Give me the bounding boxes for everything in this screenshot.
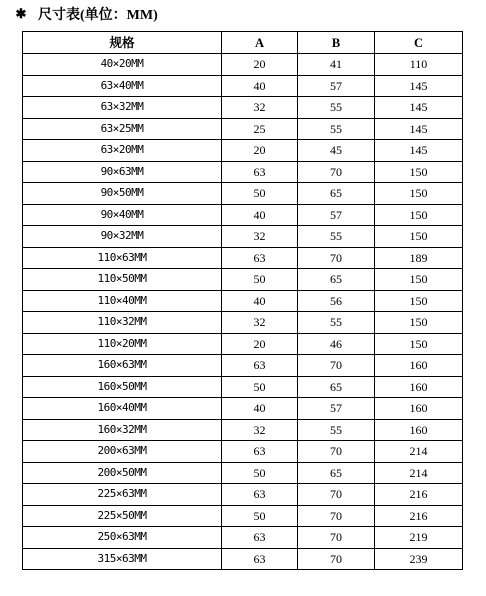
cell-b: 65 <box>298 462 375 484</box>
table-row <box>23 333 463 355</box>
cell-spec: 40×20MM <box>23 54 222 76</box>
cell-b: 55 <box>298 226 375 248</box>
cell-a: 32 <box>222 97 298 119</box>
cell-b: 55 <box>298 312 375 334</box>
cell-c: 189 <box>375 247 463 269</box>
cell-b: 70 <box>298 548 375 570</box>
cell-a: 63 <box>222 484 298 506</box>
table-row <box>23 376 463 398</box>
cell-b: 70 <box>298 484 375 506</box>
cell-a: 40 <box>222 290 298 312</box>
cell-spec: 110×32MM <box>23 312 222 334</box>
cell-c: 239 <box>375 548 463 570</box>
cell-a: 32 <box>222 419 298 441</box>
cell-b: 65 <box>298 183 375 205</box>
cell-c: 145 <box>375 118 463 140</box>
table-row <box>23 161 463 183</box>
cell-spec: 63×40MM <box>23 75 222 97</box>
cell-c: 145 <box>375 140 463 162</box>
table-row <box>23 290 463 312</box>
page-title-text: 尺寸表(单位：MM) <box>38 8 158 23</box>
cell-c: 150 <box>375 269 463 291</box>
cell-c: 110 <box>375 54 463 76</box>
cell-a: 63 <box>222 161 298 183</box>
cell-spec: 63×20MM <box>23 140 222 162</box>
cell-spec: 90×63MM <box>23 161 222 183</box>
cell-a: 20 <box>222 140 298 162</box>
cell-spec: 110×40MM <box>23 290 222 312</box>
cell-c: 160 <box>375 355 463 377</box>
cell-a: 50 <box>222 462 298 484</box>
cell-spec: 160×63MM <box>23 355 222 377</box>
table-row <box>23 75 463 97</box>
cell-b: 57 <box>298 75 375 97</box>
table-row <box>23 548 463 570</box>
cell-c: 150 <box>375 290 463 312</box>
table-row <box>23 527 463 549</box>
cell-a: 50 <box>222 376 298 398</box>
cell-a: 63 <box>222 355 298 377</box>
cell-spec: 90×40MM <box>23 204 222 226</box>
table-row <box>23 247 463 269</box>
cell-b: 70 <box>298 161 375 183</box>
cell-b: 46 <box>298 333 375 355</box>
cell-b: 57 <box>298 204 375 226</box>
cell-b: 56 <box>298 290 375 312</box>
table-row <box>23 97 463 119</box>
table-row <box>23 419 463 441</box>
table-row <box>23 118 463 140</box>
cell-c: 214 <box>375 441 463 463</box>
cell-c: 145 <box>375 97 463 119</box>
cell-spec: 200×50MM <box>23 462 222 484</box>
table-row <box>23 505 463 527</box>
cell-c: 219 <box>375 527 463 549</box>
cell-a: 32 <box>222 312 298 334</box>
cell-c: 160 <box>375 398 463 420</box>
table-row <box>23 355 463 377</box>
cell-c: 150 <box>375 204 463 226</box>
table-body <box>23 54 463 570</box>
cell-b: 41 <box>298 54 375 76</box>
cell-c: 160 <box>375 419 463 441</box>
cell-c: 150 <box>375 226 463 248</box>
cell-spec: 90×32MM <box>23 226 222 248</box>
table-row <box>23 462 463 484</box>
cell-b: 65 <box>298 269 375 291</box>
cell-spec: 63×25MM <box>23 118 222 140</box>
cell-a: 63 <box>222 247 298 269</box>
page-title <box>12 2 158 26</box>
cell-a: 40 <box>222 398 298 420</box>
cell-a: 50 <box>222 269 298 291</box>
cell-a: 40 <box>222 75 298 97</box>
cell-a: 20 <box>222 54 298 76</box>
table-row <box>23 140 463 162</box>
cell-spec: 160×32MM <box>23 419 222 441</box>
header-b: B <box>298 32 375 54</box>
cell-spec: 110×50MM <box>23 269 222 291</box>
cell-b: 65 <box>298 376 375 398</box>
cell-a: 63 <box>222 527 298 549</box>
cell-c: 214 <box>375 462 463 484</box>
cell-spec: 250×63MM <box>23 527 222 549</box>
table-row <box>23 312 463 334</box>
cell-spec: 160×40MM <box>23 398 222 420</box>
cell-c: 150 <box>375 161 463 183</box>
cell-c: 216 <box>375 484 463 506</box>
cell-b: 57 <box>298 398 375 420</box>
cell-b: 55 <box>298 97 375 119</box>
cell-spec: 110×20MM <box>23 333 222 355</box>
asterisk-icon: ✱ <box>15 6 27 21</box>
cell-c: 150 <box>375 333 463 355</box>
cell-c: 160 <box>375 376 463 398</box>
cell-c: 150 <box>375 312 463 334</box>
table-row <box>23 398 463 420</box>
cell-spec: 315×63MM <box>23 548 222 570</box>
table-row <box>23 54 463 76</box>
cell-spec: 225×63MM <box>23 484 222 506</box>
cell-a: 63 <box>222 441 298 463</box>
table-row <box>23 204 463 226</box>
cell-a: 50 <box>222 505 298 527</box>
table-row <box>23 441 463 463</box>
cell-a: 63 <box>222 548 298 570</box>
cell-b: 70 <box>298 505 375 527</box>
header-a: A <box>222 32 298 54</box>
table-header-row <box>23 32 463 54</box>
cell-c: 216 <box>375 505 463 527</box>
size-table <box>22 31 463 570</box>
cell-a: 50 <box>222 183 298 205</box>
cell-spec: 90×50MM <box>23 183 222 205</box>
cell-a: 32 <box>222 226 298 248</box>
cell-c: 145 <box>375 75 463 97</box>
cell-a: 20 <box>222 333 298 355</box>
cell-spec: 63×32MM <box>23 97 222 119</box>
cell-spec: 160×50MM <box>23 376 222 398</box>
table-row <box>23 484 463 506</box>
cell-b: 55 <box>298 118 375 140</box>
cell-spec: 110×63MM <box>23 247 222 269</box>
cell-a: 25 <box>222 118 298 140</box>
cell-b: 70 <box>298 355 375 377</box>
table-row <box>23 269 463 291</box>
cell-c: 150 <box>375 183 463 205</box>
cell-b: 55 <box>298 419 375 441</box>
table-row <box>23 226 463 248</box>
cell-b: 70 <box>298 527 375 549</box>
table-row <box>23 183 463 205</box>
cell-a: 40 <box>222 204 298 226</box>
cell-spec: 225×50MM <box>23 505 222 527</box>
header-spec: 规格 <box>23 32 222 54</box>
cell-b: 70 <box>298 247 375 269</box>
header-c: C <box>375 32 463 54</box>
cell-b: 45 <box>298 140 375 162</box>
cell-spec: 200×63MM <box>23 441 222 463</box>
cell-b: 70 <box>298 441 375 463</box>
